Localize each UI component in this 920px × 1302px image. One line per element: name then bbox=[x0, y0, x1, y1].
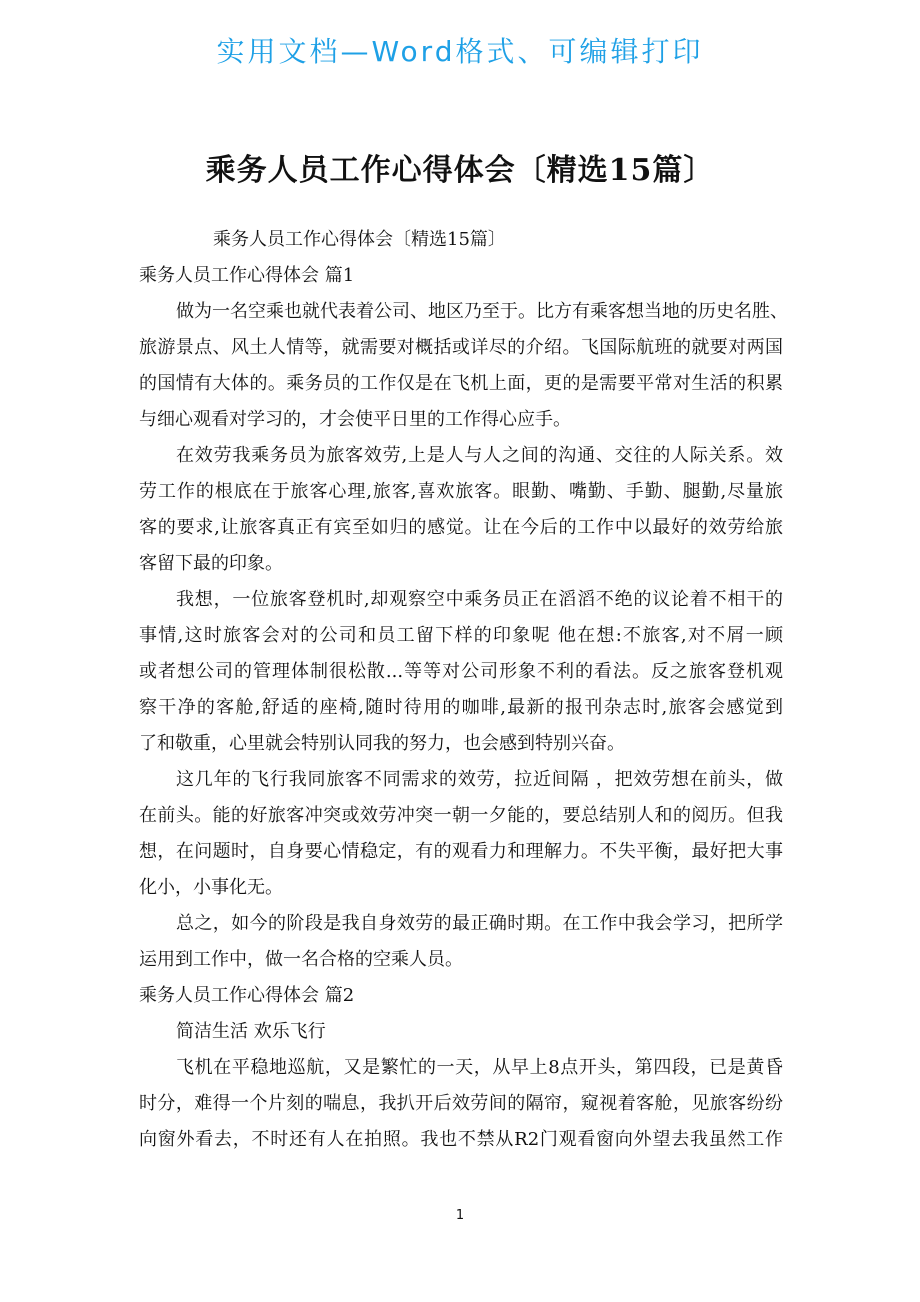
paragraph-line: 了和敬重，心里就会特别认同我的努力，也会感到特别兴奋。 bbox=[139, 733, 625, 754]
document-subtitle: 乘务人员工作心得体会〔精选15篇〕 bbox=[213, 229, 506, 250]
paragraph-line: 我想，一位旅客登机时,却观察空中乘务员正在滔滔不绝的议论着不相干的 bbox=[176, 589, 783, 610]
paragraph-line: 在前头。能的好旅客冲突或效劳冲突一朝一夕能的，要总结别人和的阅历。但我 bbox=[139, 805, 783, 826]
paragraph bbox=[139, 1050, 783, 1158]
paragraph-line: 时分，难得一个片刻的喘息，我扒开后效劳间的隔帘，窥视着客舱，见旅客纷纷 bbox=[139, 1093, 783, 1114]
paragraph-line: 或者想公司的管理体制很松散...等等对公司形象不利的看法。反之旅客登机观 bbox=[139, 661, 783, 682]
paragraph-line: 客留下最的印象。 bbox=[139, 553, 283, 574]
paragraph-line: 的国情有大体的。乘务员的工作仅是在飞机上面，更的是需要平常对生活的积累 bbox=[139, 373, 783, 394]
paragraph-line: 化小，小事化无。 bbox=[139, 877, 283, 898]
paragraph-line: 事情,这时旅客会对的公司和员工留下样的印象呢 他在想:不旅客,对不屑一顾 bbox=[139, 625, 783, 646]
paragraph-line: 做为一名空乘也就代表着公司、地区乃至于。比方有乘客想当地的历史名胜、 bbox=[176, 301, 788, 322]
paragraph-line: 这几年的飞行我同旅客不同需求的效劳，拉近间隔 ，把效劳想在前头，做 bbox=[176, 769, 783, 790]
paragraph-line: 运用到工作中，做一名合格的空乘人员。 bbox=[139, 949, 463, 970]
paragraph bbox=[139, 762, 783, 906]
paragraph bbox=[139, 294, 788, 438]
page-number: 1 bbox=[455, 1208, 465, 1223]
section-subtitle: 简洁生活 欢乐飞行 bbox=[176, 1021, 326, 1042]
paragraph-line: 与细心观看对学习的，才会使平日里的工作得心应手。 bbox=[139, 409, 571, 430]
paragraph-line: 总之，如今的阶段是我自身效劳的最正确时期。在工作中我会学习，把所学 bbox=[176, 913, 783, 934]
section-heading: 乘务人员工作心得体会 篇1 bbox=[139, 265, 355, 286]
document-title: 乘务人员工作心得体会〔精选15篇〕 bbox=[205, 153, 715, 188]
paragraph bbox=[139, 438, 783, 582]
document-body bbox=[139, 222, 788, 1158]
paragraph-line: 旅游景点、风土人情等，就需要对概括或详尽的介绍。飞国际航班的就要对两国 bbox=[139, 337, 783, 358]
paragraph-line: 劳工作的根底在于旅客心理,旅客,喜欢旅客。眼勤、嘴勤、手勤、腿勤,尽量旅 bbox=[139, 481, 783, 502]
paragraph bbox=[139, 906, 783, 978]
paragraph-line: 在效劳我乘务员为旅客效劳,上是人与人之间的沟通、交往的人际关系。效 bbox=[176, 445, 783, 466]
paragraph-line: 向窗外看去，不时还有人在拍照。我也不禁从R2门观看窗向外望去我虽然工作 bbox=[139, 1129, 783, 1150]
paragraph-line: 察干净的客舱,舒适的座椅,随时待用的咖啡,最新的报刊杂志时,旅客会感觉到 bbox=[139, 697, 783, 718]
paragraph-line: 想，在问题时，自身要心情稳定，有的观看力和理解力。不失平衡，最好把大事 bbox=[139, 841, 783, 862]
section-heading: 乘务人员工作心得体会 篇2 bbox=[139, 985, 355, 1006]
paragraph-line: 飞机在平稳地巡航，又是繁忙的一天，从早上8点开头，第四段，已是黄昏 bbox=[176, 1057, 783, 1078]
paragraph bbox=[139, 582, 783, 762]
paragraph-line: 客的要求,让旅客真正有宾至如归的感觉。让在今后的工作中以最好的效劳给旅 bbox=[139, 517, 783, 538]
document-banner: 实用文档—Word格式、可编辑打印 bbox=[216, 35, 704, 68]
